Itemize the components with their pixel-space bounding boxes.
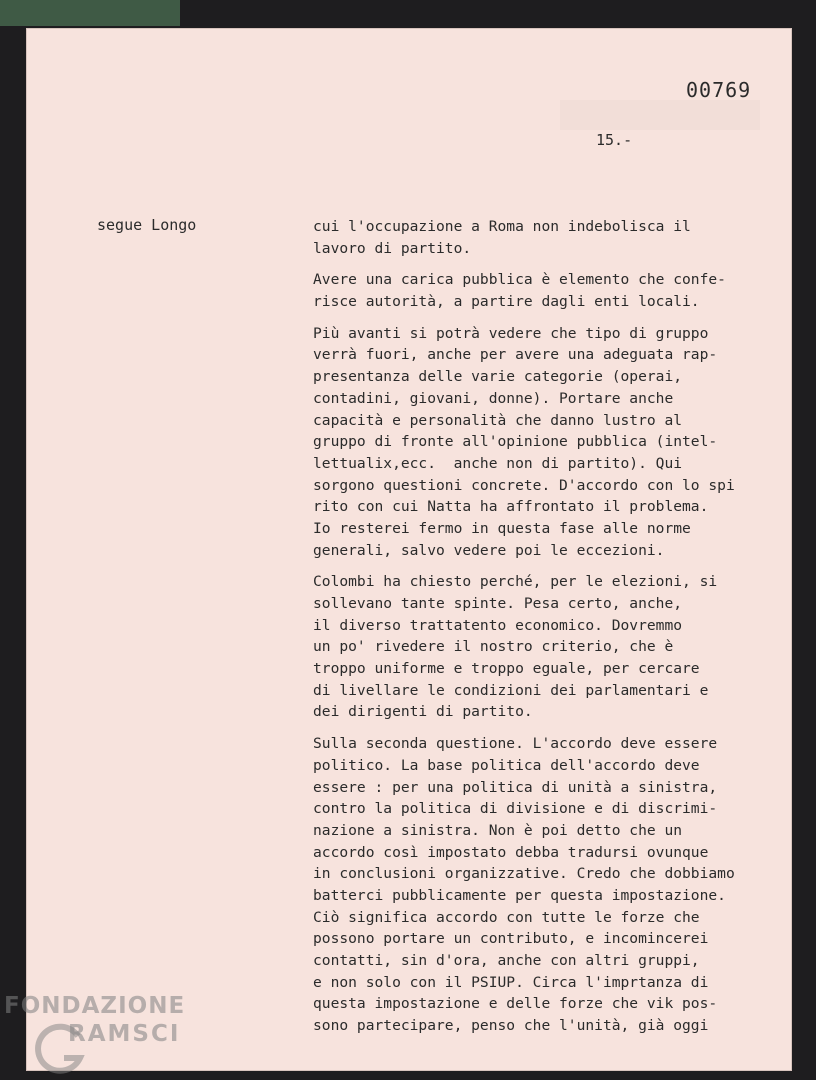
text-line: politico. La base politica dell'accordo deve xyxy=(313,756,700,774)
text-line: di livellare le condizioni dei parlamentari e xyxy=(313,681,709,699)
watermark-g-icon xyxy=(34,1022,90,1078)
folder-edge xyxy=(0,0,180,26)
text-line: contro la politica di divisione e di discrimi- xyxy=(313,800,718,818)
text-line: essere : per una politica di unità a sinistra, xyxy=(313,778,718,796)
document-number: 00769 xyxy=(686,78,752,102)
text-line: Sulla seconda questione. L'accordo deve essere xyxy=(313,735,718,753)
paragraph xyxy=(313,571,773,723)
text-line: contatti, sin d'ora, anche con altri gruppi, xyxy=(313,952,700,969)
text-line: nazione a sinistra. Non è poi detto che un xyxy=(313,821,683,839)
paragraph xyxy=(313,733,773,1037)
text-line: batterci pubblicamente per questa impostazione. xyxy=(313,886,726,904)
text-line: capacità e personalità che danno lustro al xyxy=(313,411,683,429)
text-line: lavoro di partito. xyxy=(313,239,472,257)
watermark-line-2: RAMSCI xyxy=(68,1021,181,1047)
text-line: Più avanti si potrà vedere che tipo di gruppo xyxy=(313,324,709,342)
text-line: sorgono questioni concrete. D'accordo con lo spi xyxy=(313,476,735,494)
text-line: un po' rivedere il nostro criterio, che è xyxy=(313,638,674,656)
text-line: troppo uniforme e troppo eguale, per cercare xyxy=(313,660,700,678)
text-line: in conclusioni organizzative. Credo che dobbiamo xyxy=(313,865,735,883)
text-line: il diverso trattatento economico. Dovremmo xyxy=(313,616,683,634)
text-line: generali, salvo vedere poi le eccezioni. xyxy=(313,541,665,559)
text-line: lettualix,ecc. anche non di partito). Qui xyxy=(313,454,683,472)
text-line: accordo così impostato debba tradursi ovunque xyxy=(313,843,709,861)
text-line: Ciò significa accordo con tutte le forze che xyxy=(313,908,700,926)
text-line: dei dirigenti di partito. xyxy=(313,703,533,721)
paragraph xyxy=(313,216,773,259)
text-line: verrà fuori, anche per avere una adeguata rap- xyxy=(313,346,718,364)
text-line: questa impostazione e delle forze che vik pos- xyxy=(313,995,718,1013)
text-line: Avere una carica pubblica è elemento che confe- xyxy=(313,271,726,289)
text-line: gruppo di fronte all'opinione pubblica (intel- xyxy=(313,433,718,451)
text-line: Colombi ha chiesto perché, per le elezioni, si xyxy=(313,573,718,591)
paragraph xyxy=(313,323,773,562)
speaker-label: segue Longo xyxy=(97,216,197,234)
text-line: presentanza delle varie categorie (operai, xyxy=(313,368,683,386)
text-line: e non solo con il PSIUP. Circa l'imprtanza di xyxy=(313,973,709,991)
text-line: cui l'occupazione a Roma non indebolisca il xyxy=(313,218,691,235)
watermark-line-1: FONDAZIONE xyxy=(4,993,186,1019)
page-number: 15.- xyxy=(596,131,633,149)
text-line: sono partecipare, penso che l'unità, già oggi xyxy=(313,1017,709,1035)
body-text xyxy=(313,216,773,1047)
text-line: possono portare un contributo, e incomincerei xyxy=(313,930,709,948)
text-line: rito con cui Natta ha affrontato il problema. xyxy=(313,498,709,516)
archive-watermark-logo xyxy=(4,992,185,1048)
paragraph xyxy=(313,269,773,312)
text-line: contadini, giovani, donne). Portare anche xyxy=(313,389,674,407)
text-line: risce autorità, a partire dagli enti locali. xyxy=(313,293,700,311)
text-line: sollevano tante spinte. Pesa certo, anche, xyxy=(313,595,683,612)
text-line: Io resterei fermo in questa fase alle norme xyxy=(313,519,691,537)
